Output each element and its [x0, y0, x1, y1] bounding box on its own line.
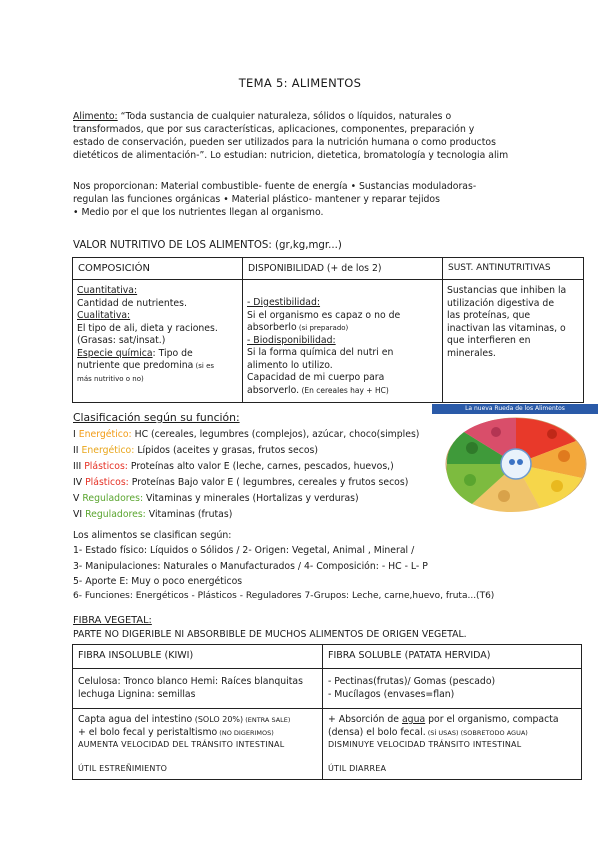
food-wheel-title: La nueva Rueda de los Alimentos — [432, 404, 598, 414]
page-title: TEMA 5: ALIMENTOS — [238, 76, 362, 90]
provides-line: • Medio por el que los nutrientes llegan al organismo. — [73, 207, 324, 218]
classification-item: VI Reguladores: Vitaminas (frutas) — [73, 509, 233, 520]
header-antinutritive: SUST. ANTINUTRITIVAS — [443, 258, 584, 280]
provides-line: Nos proporcionan: Material combustible- fuente de energía • Sustancias moduladoras- — [73, 181, 477, 192]
soluble-types-cell: - Pectinas(frutas)/ Gomas (pescado) - Mucílagos (envases=flan) — [323, 669, 582, 709]
insoluble-types-cell: Celulosa: Tronco blanco Hemi: Raíces blanquitas lechuga Lignina: semillas — [73, 669, 323, 709]
header-soluble: FIBRA SOLUBLE (PATATA HERVIDA) — [323, 645, 582, 669]
definition-line: dietéticos de alimentación-”. Lo estudian: nutricion, dietetica, bromatología y tecnologia alim — [73, 150, 509, 161]
fiber-subtitle: PARTE NO DIGERIBLE NI ABSORBIBLE DE MUCHOS ALIMENTOS DE ORIGEN VEGETAL. — [73, 629, 467, 640]
fiber-heading: FIBRA VEGETAL: — [73, 615, 152, 626]
classification-item: III Plásticos: Proteínas alto valor E (leche, carnes, pescados, huevos,) — [73, 461, 394, 472]
classification-heading: Clasificación según su función: — [73, 411, 240, 424]
provides-paragraph — [73, 180, 543, 219]
definition-paragraph — [73, 110, 543, 162]
classify-by-paragraph: Los alimentos se clasifican según: 1- Estado físico: Líquidos o Sólidos / 2- Origen: Vegetal, Animal , Mineral / 3- Manipulaciones: Naturales o Manufacturados / 4- Composición: - HC - L- P 5- Aporte E: Muy o poco energéticos 6- Funciones: Energéticos - Plásticos - Reguladores 7-Grupos: Leche, carne,huevo, fruta...(T6) — [73, 530, 495, 602]
composition-cell: Cuantitativa: Cantidad de nutrientes. Cualitativa: El tipo de ali, dieta y raciones. (Grasas: sat/insat.) Especie química: Tipo de nutriente que predomina (si es más nutritivo o no) — [73, 280, 243, 403]
classification-item: V Reguladores: Vitaminas y minerales (Hortalizas y verduras) — [73, 493, 359, 504]
nutritive-table — [72, 257, 584, 403]
nutritive-heading: VALOR NUTRITIVO DE LOS ALIMENTOS: (gr,kg,mgr...) — [73, 240, 342, 251]
provides-line: regulan las funciones orgánicas • Material plástico- mantener y reparar tejidos — [73, 194, 440, 205]
food-wheel-graphic — [432, 414, 598, 514]
header-availability: DISPONIBILIDAD (+ de los 2) — [243, 258, 443, 280]
definition-line: Alimento: “Toda sustancia de cualquier naturaleza, sólidos o líquidos, naturales o — [73, 111, 452, 122]
classification-item: IV Plásticos: Proteínas Bajo valor E ( legumbres, cereales y frutos secos) — [73, 477, 409, 488]
definition-line: transformados, que por sus características, aplicaciones, componentes, preparación y — [73, 124, 475, 135]
definition-term: Alimento: — [73, 111, 118, 122]
antinutritive-cell: Sustancias que inhiben la utilización digestiva de las proteínas, que inactivan las vitaminas, o que interfieren en minerales. — [443, 280, 584, 403]
header-insoluble: FIBRA INSOLUBLE (KIWI) — [73, 645, 323, 669]
header-composition: COMPOSICIÓN — [73, 258, 243, 280]
classification-list — [73, 427, 443, 523]
food-wheel-image — [432, 404, 598, 514]
availability-cell: - Digestibilidad: Si el organismo es capaz o no de absorberlo (si preparado) - Biodisponibilidad: Si la forma química del nutri en alimento lo utilizo. Capacidad de mi cuerpo para absorverlo. (En cereales hay + HC) — [243, 280, 443, 403]
classification-item: II Energético: Lípidos (aceites y grasas, frutos secos) — [73, 445, 319, 456]
definition-line: estado de conservación, pueden ser utilizados para la nutrición humana o como productos — [73, 137, 496, 148]
fiber-table — [72, 644, 582, 780]
insoluble-effects-cell: Capta agua del intestino (SOLO 20%) (ENTRA SALE) + el bolo fecal y peristaltismo (NO DIGERIMOS) AUMENTA VELOCIDAD DEL TRÁNSITO INTESTINAL ÚTIL ESTREÑIMIENTO — [73, 709, 323, 780]
soluble-effects-cell: + Absorción de agua por el organismo, compacta (densa) el bolo fecal. (SÍ USAS) (SOBRETODO AGUA) DISMINUYE VELOCIDAD TRÁNSITO INTESTINAL ÚTIL DIARREA — [323, 709, 582, 780]
classification-item: I Energético: HC (cereales, legumbres (complejos), azúcar, choco(simples) — [73, 429, 420, 440]
